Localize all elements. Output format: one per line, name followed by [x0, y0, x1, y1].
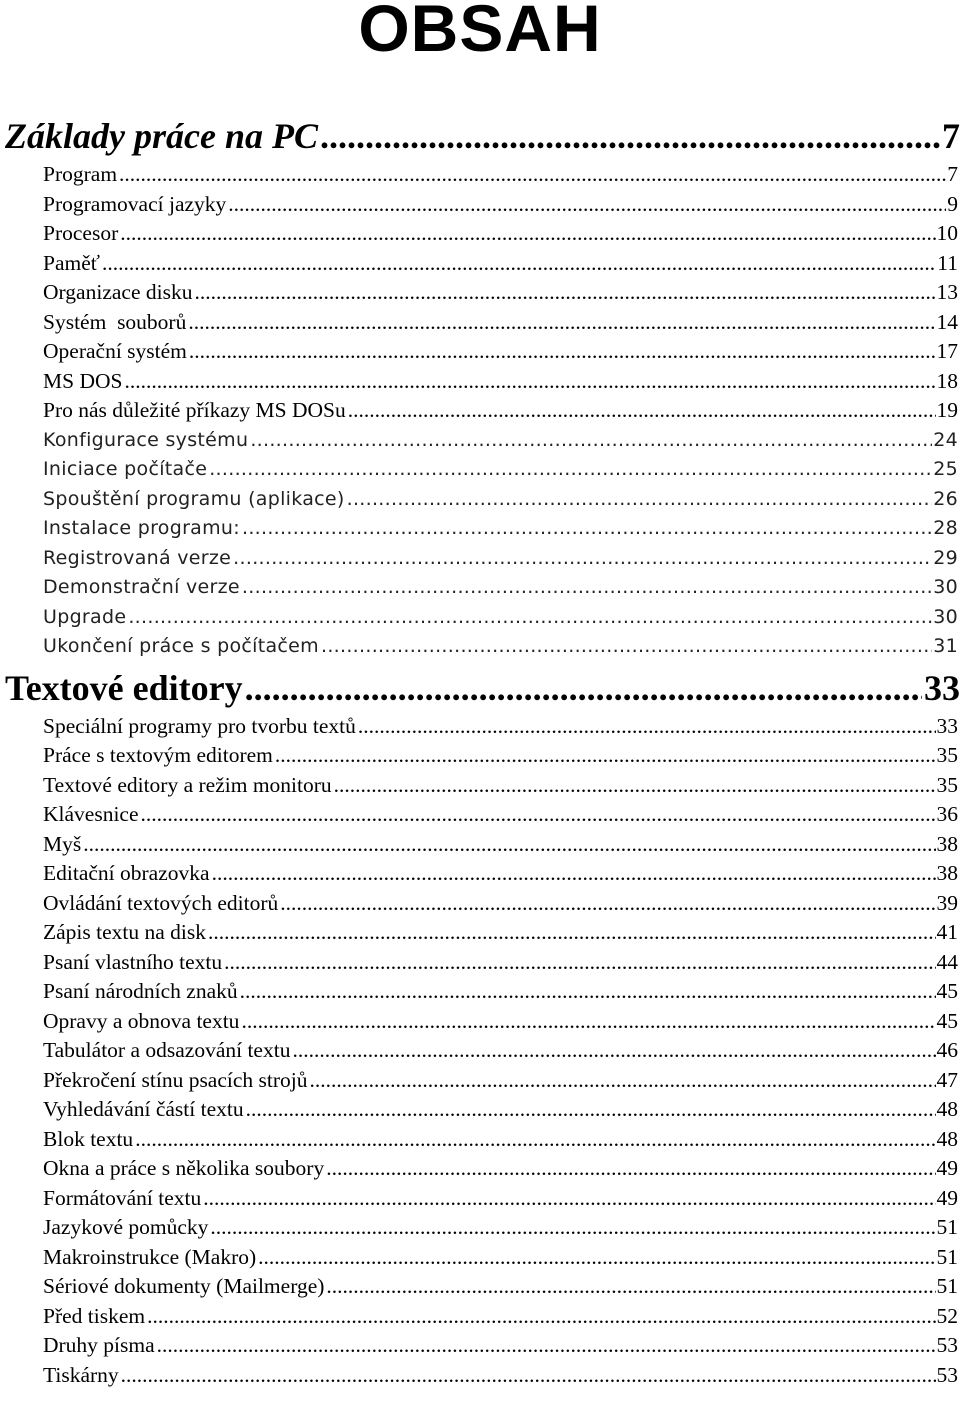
entry-title: Ovládání textových editorů [43, 890, 279, 915]
toc-entry[interactable] [0, 948, 960, 978]
dot-leader [157, 1331, 936, 1361]
entry-page-number: 53 [936, 1362, 958, 1387]
dot-leader [321, 632, 932, 662]
entry-page-number: 49 [936, 1185, 958, 1210]
entry-page-number: 24 [933, 428, 958, 451]
entry-title: Tabulátor a odsazování textu [43, 1038, 291, 1062]
table-of-contents [0, 112, 960, 1390]
toc-entry[interactable] [0, 219, 960, 249]
entry-page-number: 51 [936, 1274, 958, 1298]
entry-title: Před tiskem [43, 1303, 146, 1328]
entry-title: Systém souborů [43, 309, 187, 334]
toc-entry[interactable] [0, 1184, 960, 1214]
dot-leader [275, 741, 936, 771]
dot-leader [188, 308, 935, 338]
entry-page-number: 9 [947, 191, 958, 216]
chapter-page-number: 33 [924, 667, 960, 708]
toc-entry[interactable] [0, 859, 960, 889]
entry-page-number: 31 [933, 635, 958, 657]
entry-title: Ukončení práce s počítačem [43, 635, 319, 657]
entry-title: Zápis textu na disk [43, 920, 207, 944]
dot-leader [203, 1184, 935, 1214]
entry-page-number: 51 [936, 1215, 958, 1239]
entry-title: Formátování textu [43, 1185, 202, 1210]
dot-leader [228, 190, 946, 220]
dot-leader [320, 112, 940, 160]
dot-leader [102, 249, 936, 279]
entry-title: Instalace programu: [43, 517, 240, 539]
toc-entry[interactable] [0, 1302, 960, 1332]
dot-leader [348, 396, 936, 426]
entry-title: Opravy a obnova textu [43, 1008, 240, 1033]
dot-leader [147, 1302, 935, 1332]
toc-entry[interactable] [0, 396, 960, 426]
entry-page-number: 41 [936, 920, 958, 944]
dot-leader [240, 977, 936, 1007]
entry-page-number: 45 [936, 1008, 958, 1033]
toc-entry[interactable] [0, 514, 960, 544]
dot-leader [326, 1272, 935, 1302]
toc-entry[interactable] [0, 603, 960, 633]
dot-leader [241, 1007, 935, 1037]
entry-page-number: 35 [936, 743, 958, 767]
entry-title: Operační systém [43, 339, 187, 363]
toc-entry[interactable] [0, 712, 960, 742]
entry-title: Tiskárny [43, 1362, 119, 1387]
chapter-title: Textové editory [5, 667, 243, 708]
dot-leader [334, 771, 936, 801]
entry-title: Makroinstrukce (Makro) [43, 1244, 257, 1269]
chapter-heading[interactable] [0, 664, 960, 712]
toc-entry[interactable] [0, 1272, 960, 1302]
entry-page-number: 46 [936, 1038, 958, 1062]
dot-leader [224, 948, 935, 978]
toc-entry[interactable] [0, 889, 960, 919]
entry-page-number: 52 [936, 1303, 958, 1328]
entry-title: Pro nás důležité příkazy MS DOSu [43, 398, 346, 422]
toc-entry[interactable] [0, 1066, 960, 1096]
entry-page-number: 19 [936, 398, 958, 422]
entry-title: Konfigurace systému [43, 428, 249, 451]
toc-entry[interactable] [0, 977, 960, 1007]
entry-title: Paměť [43, 250, 100, 275]
entry-page-number: 45 [936, 979, 958, 1003]
dot-leader [128, 603, 932, 633]
entry-title: Vyhledávání částí textu [43, 1097, 244, 1121]
toc-entry[interactable] [0, 544, 960, 574]
toc-entry[interactable] [0, 426, 960, 456]
entry-title: Klávesnice [43, 802, 139, 826]
entry-title: Iniciace počítače [43, 458, 208, 480]
toc-entry[interactable] [0, 1213, 960, 1243]
dot-leader [124, 367, 935, 397]
entry-page-number: 7 [947, 162, 958, 186]
toc-entry[interactable] [0, 249, 960, 279]
dot-leader [233, 544, 932, 574]
entry-page-number: 18 [936, 368, 958, 393]
entry-title: Demonstrační verze [43, 576, 240, 598]
dot-leader [250, 426, 932, 456]
entry-title: Jazykové pomůcky [43, 1215, 209, 1239]
toc-entry[interactable] [0, 160, 960, 190]
dot-leader [292, 1036, 935, 1066]
entry-page-number: 29 [933, 546, 958, 569]
dot-leader [258, 1243, 935, 1273]
entry-page-number: 10 [936, 221, 958, 245]
dot-leader [209, 455, 932, 485]
entry-title: Speciální programy pro tvorbu textů [43, 713, 356, 738]
toc-entry[interactable] [0, 1154, 960, 1184]
entry-title: Editační obrazovka [43, 861, 210, 885]
entry-page-number: 49 [936, 1156, 958, 1180]
entry-page-number: 14 [936, 309, 958, 334]
dot-leader [135, 1125, 935, 1155]
dot-leader [280, 889, 935, 919]
entry-title: Druhy písma [43, 1333, 155, 1357]
toc-entry[interactable] [0, 190, 960, 220]
toc-entry[interactable] [0, 830, 960, 860]
dot-leader [246, 1095, 936, 1125]
entry-title: Překročení stínu psacích strojů [43, 1067, 308, 1092]
toc-entry[interactable] [0, 485, 960, 515]
dot-leader [208, 918, 935, 948]
dot-leader [358, 712, 936, 742]
entry-page-number: 44 [936, 949, 958, 974]
toc-entry[interactable] [0, 1007, 960, 1037]
toc-entry[interactable] [0, 800, 960, 830]
entry-page-number: 38 [936, 831, 958, 856]
entry-page-number: 11 [937, 250, 958, 275]
dot-leader [210, 1213, 935, 1243]
dot-leader [242, 573, 932, 603]
toc-entry[interactable] [0, 1095, 960, 1125]
entry-title: Psaní vlastního textu [43, 949, 223, 974]
dot-leader [310, 1066, 936, 1096]
toc-entry[interactable] [0, 1331, 960, 1361]
entry-page-number: 53 [936, 1333, 958, 1357]
entry-page-number: 47 [936, 1067, 958, 1092]
toc-entry[interactable] [0, 308, 960, 338]
toc-entry[interactable] [0, 741, 960, 771]
toc-entry[interactable] [0, 337, 960, 367]
entry-page-number: 51 [936, 1244, 958, 1269]
entry-page-number: 39 [936, 890, 958, 915]
entry-page-number: 30 [933, 605, 958, 628]
entry-title: Práce s textovým editorem [43, 743, 273, 767]
entry-page-number: 13 [936, 280, 958, 304]
entry-title: Program [43, 162, 118, 186]
chapter-page-number: 7 [942, 116, 960, 156]
toc-entry[interactable] [0, 455, 960, 485]
dot-leader [194, 278, 935, 308]
entry-page-number: 17 [936, 339, 958, 363]
entry-page-number: 28 [933, 517, 958, 539]
chapter-title: Základy práce na PC [5, 116, 318, 156]
dot-leader [347, 485, 933, 515]
entry-page-number: 33 [936, 713, 958, 738]
entry-title: Organizace disku [43, 280, 193, 304]
entry-title: Blok textu [43, 1126, 134, 1151]
dot-leader [120, 219, 935, 249]
entry-title: Programovací jazyky [43, 191, 227, 216]
entry-title: Upgrade [43, 605, 127, 628]
toc-entry[interactable] [0, 1243, 960, 1273]
entry-title: MS DOS [43, 368, 123, 393]
entry-page-number: 48 [936, 1097, 958, 1121]
dot-leader [119, 160, 946, 190]
toc-entry[interactable] [0, 278, 960, 308]
dot-leader [245, 664, 922, 712]
dot-leader [189, 337, 936, 367]
entry-page-number: 30 [933, 576, 958, 598]
entry-title: Okna a práce s několika soubory [43, 1156, 325, 1180]
chapter-heading[interactable] [0, 112, 960, 160]
entry-title: Textové editory a režim monitoru [43, 772, 332, 797]
entry-page-number: 36 [936, 802, 958, 826]
dot-leader [212, 859, 936, 889]
toc-entry[interactable] [0, 1125, 960, 1155]
entry-page-number: 38 [936, 861, 958, 885]
entry-title: Procesor [43, 221, 119, 245]
entry-page-number: 25 [933, 458, 958, 480]
dot-leader [83, 830, 935, 860]
page-title: OBSAH [358, 0, 602, 65]
dot-leader [242, 514, 932, 544]
toc-entry[interactable] [0, 771, 960, 801]
toc-entry[interactable] [0, 918, 960, 948]
entry-title: Spouštění programu (aplikace) [43, 487, 345, 510]
toc-entry[interactable] [0, 367, 960, 397]
dot-leader [326, 1154, 935, 1184]
toc-entry[interactable] [0, 632, 960, 662]
toc-entry[interactable] [0, 573, 960, 603]
dot-leader [121, 1361, 936, 1391]
toc-entry[interactable] [0, 1036, 960, 1066]
entry-title: Sériové dokumenty (Mailmerge) [43, 1274, 325, 1298]
entry-page-number: 26 [933, 487, 958, 510]
entry-title: Psaní národních znaků [43, 979, 238, 1003]
dot-leader [141, 800, 936, 830]
entry-title: Registrovaná verze [43, 546, 232, 569]
entry-page-number: 48 [936, 1126, 958, 1151]
entry-page-number: 35 [936, 772, 958, 797]
entry-title: Myš [43, 831, 82, 856]
toc-entry[interactable] [0, 1361, 960, 1391]
